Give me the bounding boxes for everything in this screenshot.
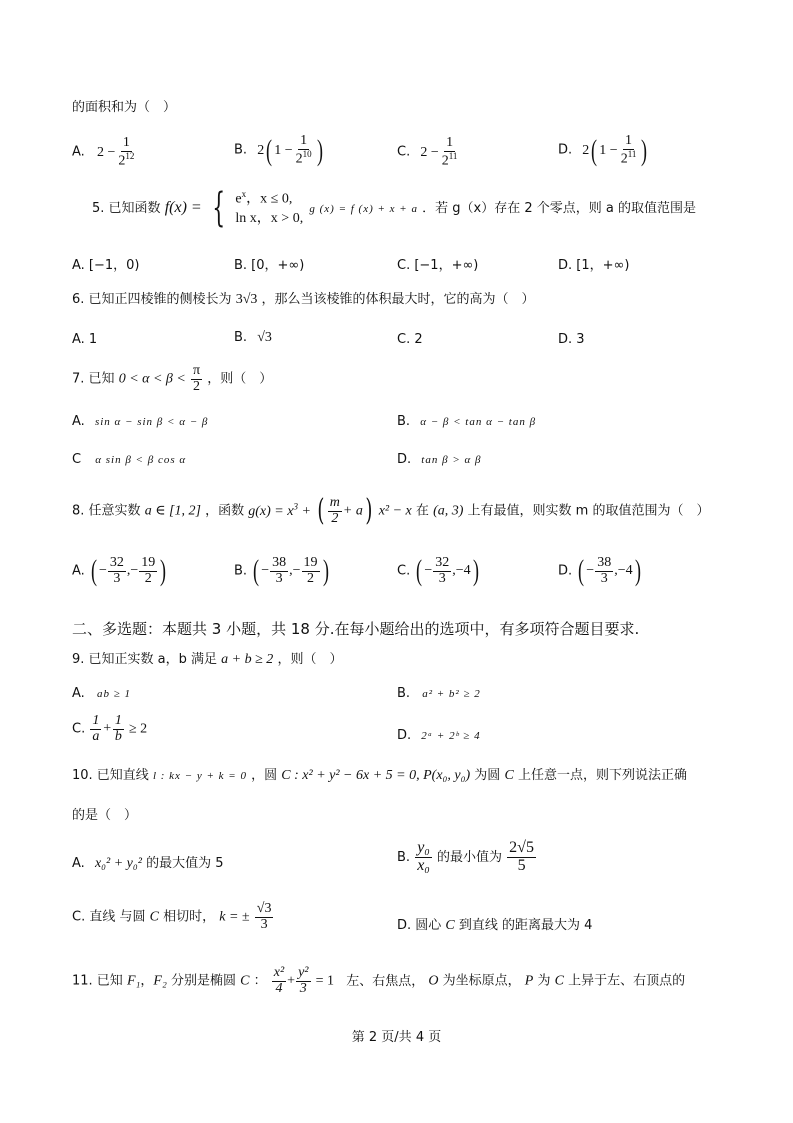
q8-option-c: C. ( − $\frac{32}{3}$ ,−4): [397, 554, 479, 588]
q5-f: f(x) =: [164, 198, 202, 216]
q9-option-b: [397, 686, 481, 701]
q4-option-b-label: B.: [234, 142, 248, 158]
q11-text2: 分别是椭圆: [170, 973, 236, 989]
q11-eq: = 1: [315, 973, 335, 989]
q7-option-c: [72, 452, 186, 467]
q9-option-c: C. $\frac{1}{a}$ + $\frac{1}{b}$ ≥ 2: [72, 713, 148, 744]
q10-text1: 10. 已知直线: [72, 768, 149, 783]
q11-e2-den: 3: [299, 980, 307, 996]
section-heading-multiple-choice: 二、多选题：本题共 3 小题，共 18 分.在每小题给出的选项中，有多项符合题目要求.: [72, 620, 640, 638]
q9-option-a-label: A.: [72, 686, 85, 701]
q8-option-b: B. ( − $\frac{38}{3}$ ,− $\frac{19}{2}$ ): [234, 554, 329, 588]
q8-option-a: A. ( − $\frac{32}{3}$ ,− $\frac{19}{2}$ ): [72, 554, 167, 588]
q11-plus: +: [287, 973, 296, 989]
q8-text2: ，函数: [205, 503, 245, 519]
q4-tail: 的面积和为（ ）: [72, 100, 177, 115]
q7-stem: [72, 364, 272, 394]
q9-option-a: [72, 686, 131, 701]
q5-cases: [235, 188, 303, 229]
q8-option-d: D. ( − $\frac{38}{3}$ ,−4): [558, 554, 641, 588]
q6-option-a: A. 1: [72, 332, 98, 347]
q10-stem-cont: 的是（ ）: [72, 808, 138, 823]
q10-c: C: [504, 768, 514, 783]
q9-option-c-label: C.: [72, 721, 86, 737]
q10-text4: 上任意一点，则下列说法正确: [517, 768, 687, 783]
q4-option-b: [234, 134, 325, 167]
q5-case2: ln x，x > 0,: [235, 211, 304, 227]
q9-option-a-val: ab ≥ 1: [96, 688, 131, 700]
q11-f2: F₂: [153, 973, 167, 989]
q9-option-d: [397, 728, 481, 743]
q9-option-c-tail: ≥ 2: [128, 721, 148, 737]
q4-option-b-expr: 2( 1 − $\frac{1}{2^{10}}$ ): [257, 133, 323, 167]
q5-g: g (x) = f (x) + x + a: [309, 202, 418, 215]
q9-cond: a + b ≥ 2: [221, 652, 274, 667]
q10-option-c-mid: 相切时，: [163, 909, 216, 925]
q4-option-a-expr: 2 − $\frac{1}{2^{12}}$: [96, 135, 135, 169]
q4-option-d-expr: 2( 1 − $\frac{1}{2^{11}}$ ): [582, 133, 648, 167]
q11-sep: ，: [140, 973, 154, 989]
q8-func-rest: + a: [342, 503, 363, 519]
q6-text1: 6. 已知正四棱锥的侧棱长为: [72, 292, 232, 307]
q11-e1-den: 4: [275, 980, 283, 996]
q10-option-c-den: 3: [260, 916, 268, 932]
q10-option-a: [72, 852, 224, 872]
q5-option-c: C. [−1，+∞): [397, 258, 479, 273]
q10-option-c-k: k = ±: [219, 909, 250, 925]
q10-stem: [72, 764, 687, 784]
q6-text2: ，那么当该棱锥的体积最大时，它的高为（ ）: [261, 292, 535, 307]
q11-text6: 上异于左、右顶点的: [568, 973, 686, 989]
q8-func-2: 2: [331, 510, 339, 526]
q8-option-c-label: C.: [397, 563, 411, 579]
q10-text3: 为圆: [474, 768, 501, 783]
q5-brace: {: [212, 185, 225, 232]
q8-func-tail: x² − x: [378, 503, 412, 519]
q11-text1: 11. 已知: [72, 973, 123, 989]
q7-option-a-label: A.: [72, 414, 85, 429]
q5-case1: e: [235, 191, 242, 207]
q10-option-d: [397, 914, 592, 934]
q7-pi: π: [193, 363, 201, 378]
q5-case1-sup: x: [241, 189, 247, 199]
q5-stem: [92, 185, 696, 232]
q11-stem: [72, 966, 685, 996]
q10-option-b-den: x₀: [417, 856, 430, 874]
q5-option-a: A. [−1，0): [72, 258, 140, 273]
q9-text: 9. 已知正实数 a，b 满足: [72, 652, 218, 667]
q7-option-b-label: B.: [397, 414, 411, 429]
q6-option-d: D. 3: [558, 332, 585, 347]
q8-func-m: m: [329, 495, 340, 510]
q4-option-d-label: D.: [558, 142, 573, 158]
q10-option-b-fden: 5: [517, 856, 526, 874]
q10-option-c-num: √3: [256, 901, 272, 916]
q4-option-c: [397, 136, 460, 169]
q11-c: C: [240, 973, 250, 989]
q4-option-a-label: A.: [72, 144, 85, 160]
q10-option-c-label: C. 直线 与圆: [72, 909, 146, 925]
q11-colon: ：: [253, 973, 267, 989]
q7-text2: ，则（ ）: [207, 371, 273, 387]
q8-interval: (a, 3): [433, 503, 464, 519]
q10-option-b-label: B.: [397, 849, 411, 865]
q8-text3: 在: [415, 503, 429, 519]
q11-text3: 左、右焦点，: [346, 973, 425, 989]
q7-text1: 7. 已知: [72, 371, 115, 387]
q9-option-d-val: 2ᵃ + 2ᵇ ≥ 4: [421, 730, 481, 742]
q11-text5: 为: [537, 973, 551, 989]
q11-e1-num: x²: [273, 965, 285, 980]
q6-len: 3√3: [235, 292, 258, 307]
q6-option-c: C. 2: [397, 332, 423, 347]
q7-two: 2: [193, 378, 201, 394]
q7-option-a-val: sin α − sin β < α − β: [94, 416, 209, 428]
q10-circle: C : x² + y² − 6x + 5 = 0, P(x₀, y₀): [281, 768, 471, 783]
q8-text1: 8. 任意实数: [72, 503, 141, 519]
q10-option-a-val: x₀² + y₀²: [94, 856, 142, 871]
q10-option-a-label: A.: [72, 856, 85, 871]
q7-option-c-label: C: [72, 452, 82, 467]
q8-func-lhs: g(x) = x: [248, 503, 294, 519]
q10-option-d-circle: C: [445, 918, 455, 933]
q7-option-b: [397, 414, 536, 429]
q7-cond: 0 < α < β <: [118, 371, 186, 387]
q8-text4: 上有最值，则实数 m 的取值范围为（ ）: [467, 503, 710, 519]
q4-option-a: [72, 136, 137, 169]
q7-option-b-val: α − β < tan α − tan β: [420, 416, 537, 428]
q7-option-d-val: tan β > α β: [421, 454, 482, 466]
q10-option-b-mid: 的最小值为: [437, 849, 503, 865]
q6-stem: [72, 288, 535, 308]
q11-c2: C: [554, 973, 564, 989]
q8-cond: a ∈ [1, 2]: [144, 503, 201, 519]
q10-option-d-tail: 到直线 的距离最大为 4: [458, 918, 593, 933]
q7-option-d: [397, 452, 482, 467]
q8-option-b-label: B.: [234, 563, 248, 579]
q10-line: l : kx − y + k = 0: [152, 770, 247, 782]
q5-option-d: D. [1，+∞): [558, 258, 630, 273]
q9-option-d-label: D.: [397, 728, 412, 743]
q10-option-b-num: y₀: [417, 839, 430, 856]
q6-option-b: [234, 330, 272, 346]
q5-case1-cond: ，x ≤ 0,: [246, 191, 293, 207]
q11-e2-num: y²: [298, 965, 309, 980]
q5-option-b: B. [0，+∞): [234, 258, 305, 273]
q9-option-b-val: a² + b² ≥ 2: [422, 688, 481, 700]
q9-option-b-label: B.: [397, 686, 411, 701]
q5-number: 5. 已知函数: [92, 200, 161, 216]
q4-option-c-label: C.: [397, 144, 411, 160]
q7-option-c-val: α sin β < β cos α: [95, 454, 187, 466]
q6-option-b-val: √3: [257, 330, 272, 345]
q8-stem: 8. 任意实数 a ∈ [1, 2] ，函数 $g(x) = x^3$ + ( $\frac{m}{2}$ + a) x² − x 在 (a, 3) 上有最值，则实数 m 的取值范围为（ ）: [72, 493, 710, 529]
q7-option-d-label: D.: [397, 452, 412, 467]
q10-option-c-circle: C: [149, 909, 159, 925]
q8-option-a-label: A.: [72, 563, 85, 579]
q4-option-c-expr: 2 − $\frac{1}{2^{11}}$: [420, 135, 458, 169]
q11-text4: 为坐标原点，: [442, 973, 521, 989]
q10-text2: ，圆: [251, 768, 278, 783]
q11-o: O: [428, 973, 439, 989]
q4-option-d: [558, 134, 649, 167]
q9-stem: [72, 648, 342, 668]
q10-option-b: [397, 840, 537, 875]
q7-option-a: [72, 414, 208, 429]
q8-option-d-label: D.: [558, 563, 573, 579]
q10-option-d-label: D. 圆心: [397, 918, 442, 933]
q5-text: ．若 g（x）存在 2 个零点，则 a 的取值范围是: [422, 200, 696, 216]
q10-option-b-fnum: 2√5: [509, 839, 534, 856]
q11-p: P: [524, 973, 534, 989]
q10-option-c: [72, 902, 274, 932]
q11-f1: F₁: [126, 973, 141, 989]
q10-option-a-tail: 的最大值为 5: [146, 856, 224, 871]
q9-tail: ，则（ ）: [277, 652, 343, 667]
page-footer: 第 2 页/共 4 页: [351, 1030, 442, 1045]
q6-option-b-label: B.: [234, 330, 248, 345]
